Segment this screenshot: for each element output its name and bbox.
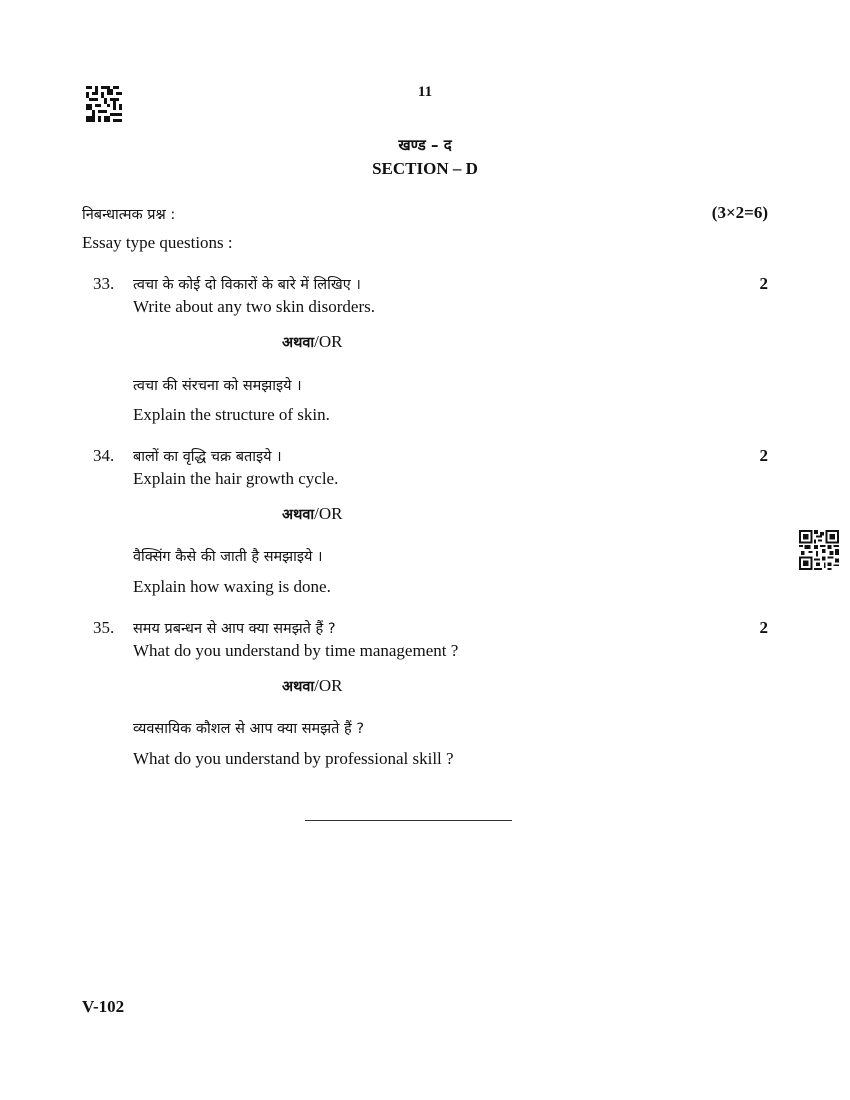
alt-question-text-hindi: त्वचा की संरचना को समझाइये । — [133, 378, 302, 394]
page-number: 11 — [417, 84, 433, 100]
or-label-hindi: अथवा — [282, 507, 315, 523]
question-text-english: Write about any two skin disorders. — [133, 297, 375, 316]
alt-question-text-english: Explain how waxing is done. — [133, 577, 331, 596]
question-text-hindi: त्वचा के कोई दो विकारों के बारे में लिखिए । — [133, 277, 361, 293]
section-marks: (3×2=6) — [711, 203, 768, 222]
alt-question-text-hindi: व्यवसायिक कौशल से आप क्या समझते हैं ? — [133, 721, 365, 737]
section-title-hindi: खण्ड – द — [398, 136, 452, 154]
or-label-english: /OR — [314, 332, 343, 351]
end-of-section-rule — [305, 820, 512, 821]
question-number: 34. — [93, 446, 115, 465]
question-text-english: What do you understand by time management ? — [133, 641, 459, 660]
question-number: 35. — [93, 618, 115, 637]
question-text-english: Explain the hair growth cycle. — [133, 469, 339, 488]
or-label-hindi: अथवा — [282, 679, 315, 695]
question-number: 33. — [93, 274, 115, 293]
question-text-hindi: समय प्रबन्धन से आप क्या समझते हैं ? — [133, 621, 336, 637]
question-type-label-hindi: निबन्धात्मक प्रश्न : — [82, 207, 176, 223]
paper-code: V-102 — [82, 997, 125, 1016]
section-title-english: SECTION – D — [372, 159, 478, 178]
question-type-label-english: Essay type questions : — [82, 233, 233, 252]
qr-code-icon — [799, 530, 839, 570]
or-label-english: /OR — [314, 676, 343, 695]
or-separator — [282, 504, 343, 524]
alt-question-text-hindi: वैक्सिंग कैसे की जाती है समझाइये । — [133, 549, 323, 565]
question-text-hindi: बालों का वृद्धि चक्र बताइये । — [133, 449, 282, 465]
or-separator — [282, 332, 343, 352]
or-separator — [282, 676, 343, 696]
or-label-english: /OR — [314, 504, 343, 523]
or-label-hindi: अथवा — [282, 335, 315, 351]
alt-question-text-english: Explain the structure of skin. — [133, 405, 330, 424]
alt-question-text-english: What do you understand by professional skill ? — [133, 749, 454, 768]
question-marks: 2 — [759, 446, 768, 465]
question-marks: 2 — [759, 274, 768, 293]
question-marks: 2 — [759, 618, 768, 637]
